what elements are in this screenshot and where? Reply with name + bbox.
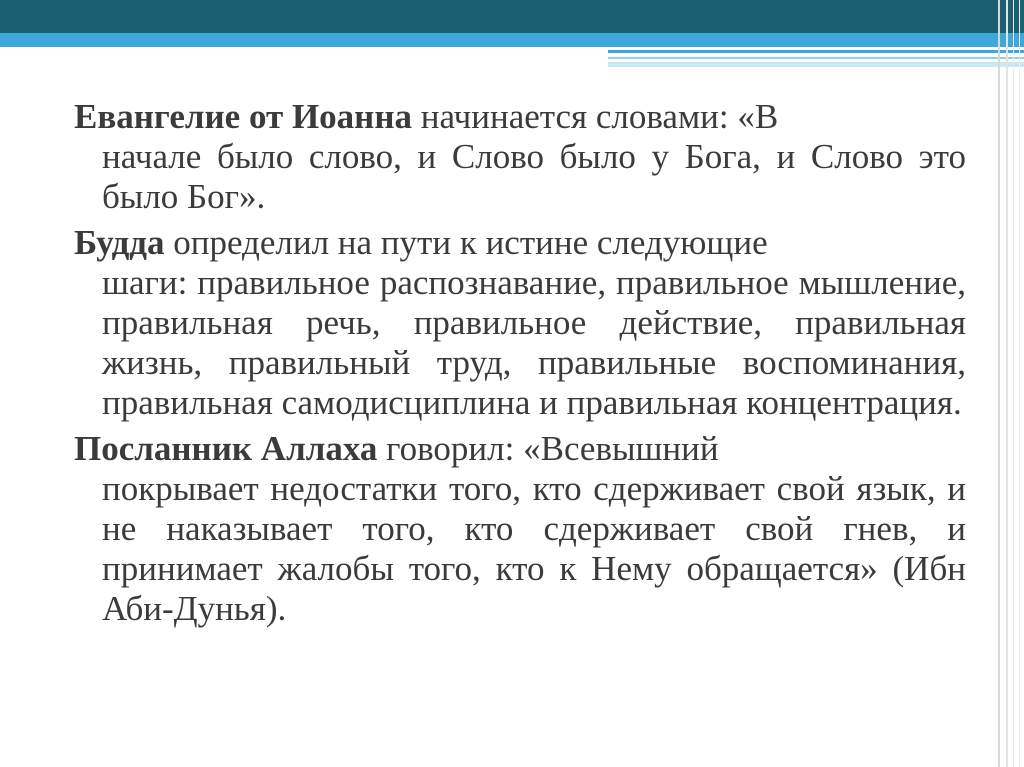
paragraph-first-line: начинается словами: «В bbox=[412, 97, 779, 136]
paragraph-heading: Посланник Аллаха bbox=[74, 429, 378, 468]
right-decor-line bbox=[1006, 0, 1008, 767]
paragraph-heading: Будда bbox=[74, 223, 165, 262]
paragraph-continuation: начале было слово, и Слово было у Бога, и Слово это было Бог». bbox=[102, 137, 966, 216]
paragraph-first-line: определил на пути к истине следующие bbox=[164, 223, 768, 262]
right-decor-line bbox=[1019, 0, 1020, 767]
header-accent-line bbox=[608, 57, 1024, 59]
paragraph-continuation: покрывает недостатки того, кто сдерживает свой язык, и не наказывает того, кто сдерживает свой гнев, и принимает жалобы того, кто к Нему обращается» (Ибн Аби-Дунья). bbox=[102, 469, 966, 628]
header-accent-line bbox=[608, 62, 1024, 67]
right-decor-line bbox=[998, 0, 1000, 767]
right-decor-line bbox=[1013, 0, 1014, 767]
header-dark-bar bbox=[0, 0, 1024, 33]
paragraph-continuation: шаги: правильное распознавание, правильное мышление, правильная речь, правильное действие, правильная жизнь, правильный труд, правильные воспоминания, правильная самодисциплина и правильная концентрация. bbox=[102, 263, 966, 422]
paragraph-prophet bbox=[74, 429, 966, 629]
paragraph-first-line: говорил: «Всевышний bbox=[377, 429, 719, 468]
paragraph-gospel bbox=[74, 97, 966, 217]
paragraph-buddha bbox=[74, 223, 966, 423]
slide-body bbox=[74, 97, 966, 635]
header-blue-bar bbox=[0, 33, 1024, 47]
header-accent-line bbox=[608, 50, 1024, 53]
paragraph-heading: Евангелие от Иоанна bbox=[74, 97, 413, 136]
